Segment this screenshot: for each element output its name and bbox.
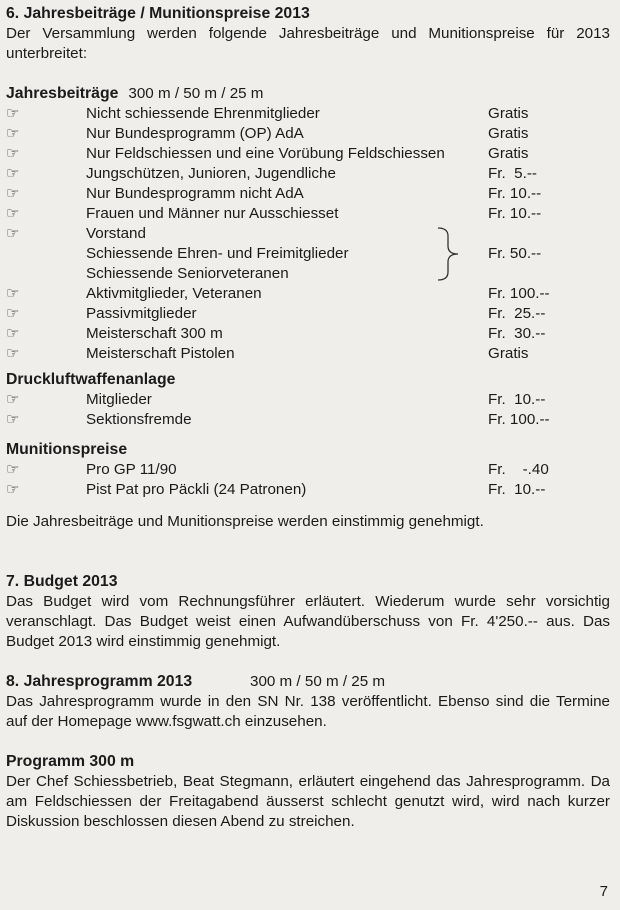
- item-value: Gratis: [488, 145, 529, 162]
- list-item: [6, 224, 610, 244]
- section-6-conclusion: Die Jahresbeiträge und Munitionspreise werden einstimmig genehmigt.: [6, 513, 484, 530]
- item-value: Fr. 10.--: [488, 391, 546, 408]
- list-item: [6, 244, 610, 264]
- pointing-hand-icon: ☞: [6, 391, 20, 408]
- munitionspreise-heading: Munitionspreise: [6, 441, 128, 458]
- item-value: Fr. 10.--: [488, 205, 542, 222]
- item-label: Mitglieder: [86, 391, 152, 408]
- section-8-distances: 300 m / 50 m / 25 m: [250, 673, 386, 690]
- item-value: Fr. 100.--: [488, 285, 550, 302]
- item-label: Nur Feldschiessen und eine Vorübung Feldschiessen: [86, 145, 445, 162]
- item-value: Gratis: [488, 125, 529, 142]
- section-8-heading: 8. Jahresprogramm 2013: [6, 673, 193, 690]
- list-item: [6, 104, 610, 124]
- item-value: Fr. 100.--: [488, 411, 550, 428]
- item-label: Nur Bundesprogramm nicht AdA: [86, 185, 304, 202]
- pointing-hand-icon: ☞: [6, 345, 20, 362]
- section-7-text: Das Budget wird vom Rechnungsführer erläutert. Wiederum wurde sehr vorsichtig veranschlagt. Das Budget weist einen Aufwandüberschuss von Fr. 4'250.-- aus. Das Budget 2013 wird einstimmig genehmigt.: [6, 593, 610, 650]
- list-item: [6, 410, 610, 430]
- jahresbeitraege-heading-row: [6, 84, 610, 104]
- item-value: Gratis: [488, 345, 529, 362]
- item-value: Fr. 10.--: [488, 481, 546, 498]
- pointing-hand-icon: ☞: [6, 105, 20, 122]
- pointing-hand-icon: ☞: [6, 165, 20, 182]
- section-7-heading: 7. Budget 2013: [6, 573, 118, 590]
- pointing-hand-icon: ☞: [6, 145, 20, 162]
- item-label: Jungschützen, Junioren, Jugendliche: [86, 165, 336, 182]
- pointing-hand-icon: ☞: [6, 411, 20, 428]
- item-label: Schiessende Seniorveteranen: [86, 265, 289, 282]
- section-8-text: Das Jahresprogramm wurde in den SN Nr. 138 veröffentlicht. Ebenso sind die Termine auf der Homepage www.fsgwatt.ch einzusehen.: [6, 693, 610, 730]
- section-8-heading-row: [6, 672, 610, 692]
- pointing-hand-icon: ☞: [6, 125, 20, 142]
- programm-300-text: Der Chef Schiessbetrieb, Beat Stegmann, erläutert eingehend das Jahresprogramm. Da am Feldschiessen der Freitagabend äusserst schlecht genutzt wird, wird nach kurzer Diskussion beschlossen diesen Abend zu streichen.: [6, 773, 610, 830]
- list-item: [6, 144, 610, 164]
- document-page: [6, 4, 610, 832]
- item-label: Frauen und Männer nur Ausschiesset: [86, 205, 339, 222]
- list-item: [6, 390, 610, 410]
- jahresbeitraege-heading: Jahresbeiträge: [6, 85, 119, 102]
- item-label: Pro GP 11/90: [86, 461, 177, 478]
- list-item: [6, 480, 610, 500]
- list-item: [6, 344, 610, 364]
- list-item: [6, 304, 610, 324]
- jahresbeitraege-distances: 300 m / 50 m / 25 m: [128, 85, 264, 102]
- item-label: Pist Pat pro Päckli (24 Patronen): [86, 481, 307, 498]
- item-label: Vorstand: [86, 225, 146, 242]
- pointing-hand-icon: ☞: [6, 481, 20, 498]
- section-6-heading: 6. Jahresbeiträge / Munitionspreise 2013: [6, 5, 310, 22]
- page-number: 7: [599, 883, 608, 900]
- item-label: Meisterschaft 300 m: [86, 325, 223, 342]
- list-item: [6, 324, 610, 344]
- list-item: [6, 124, 610, 144]
- list-item: [6, 264, 610, 284]
- list-item: [6, 204, 610, 224]
- item-label: Nur Bundesprogramm (OP) AdA: [86, 125, 304, 142]
- section-6-intro: Der Versammlung werden folgende Jahresbeiträge und Munitionspreise für 2013 unterbreitet:: [6, 25, 610, 62]
- item-value: Gratis: [488, 105, 529, 122]
- pointing-hand-icon: ☞: [6, 305, 20, 322]
- list-item: [6, 284, 610, 304]
- pointing-hand-icon: ☞: [6, 225, 20, 242]
- pointing-hand-icon: ☞: [6, 461, 20, 478]
- pointing-hand-icon: ☞: [6, 285, 20, 302]
- item-value: Fr. -.40: [488, 461, 549, 478]
- pointing-hand-icon: ☞: [6, 185, 20, 202]
- item-value: Fr. 30.--: [488, 325, 546, 342]
- pointing-hand-icon: ☞: [6, 325, 20, 342]
- item-label: Meisterschaft Pistolen: [86, 345, 235, 362]
- programm-300-heading: Programm 300 m: [6, 753, 135, 770]
- item-label: Aktivmitglieder, Veteranen: [86, 285, 262, 302]
- item-label: Nicht schiessende Ehrenmitglieder: [86, 105, 320, 122]
- pointing-hand-icon: ☞: [6, 205, 20, 222]
- curly-brace: [432, 224, 472, 284]
- item-label: Schiessende Ehren- und Freimitglieder: [86, 245, 349, 262]
- item-value: Fr. 25.--: [488, 305, 546, 322]
- item-value: Fr. 10.--: [488, 185, 542, 202]
- druckluft-heading: Druckluftwaffenanlage: [6, 371, 176, 388]
- list-item: [6, 460, 610, 480]
- list-item: [6, 184, 610, 204]
- item-value: Fr. 5.--: [488, 165, 537, 182]
- item-label: Passivmitglieder: [86, 305, 197, 322]
- item-value: Fr. 50.--: [488, 245, 542, 262]
- list-item: [6, 164, 610, 184]
- item-label: Sektionsfremde: [86, 411, 192, 428]
